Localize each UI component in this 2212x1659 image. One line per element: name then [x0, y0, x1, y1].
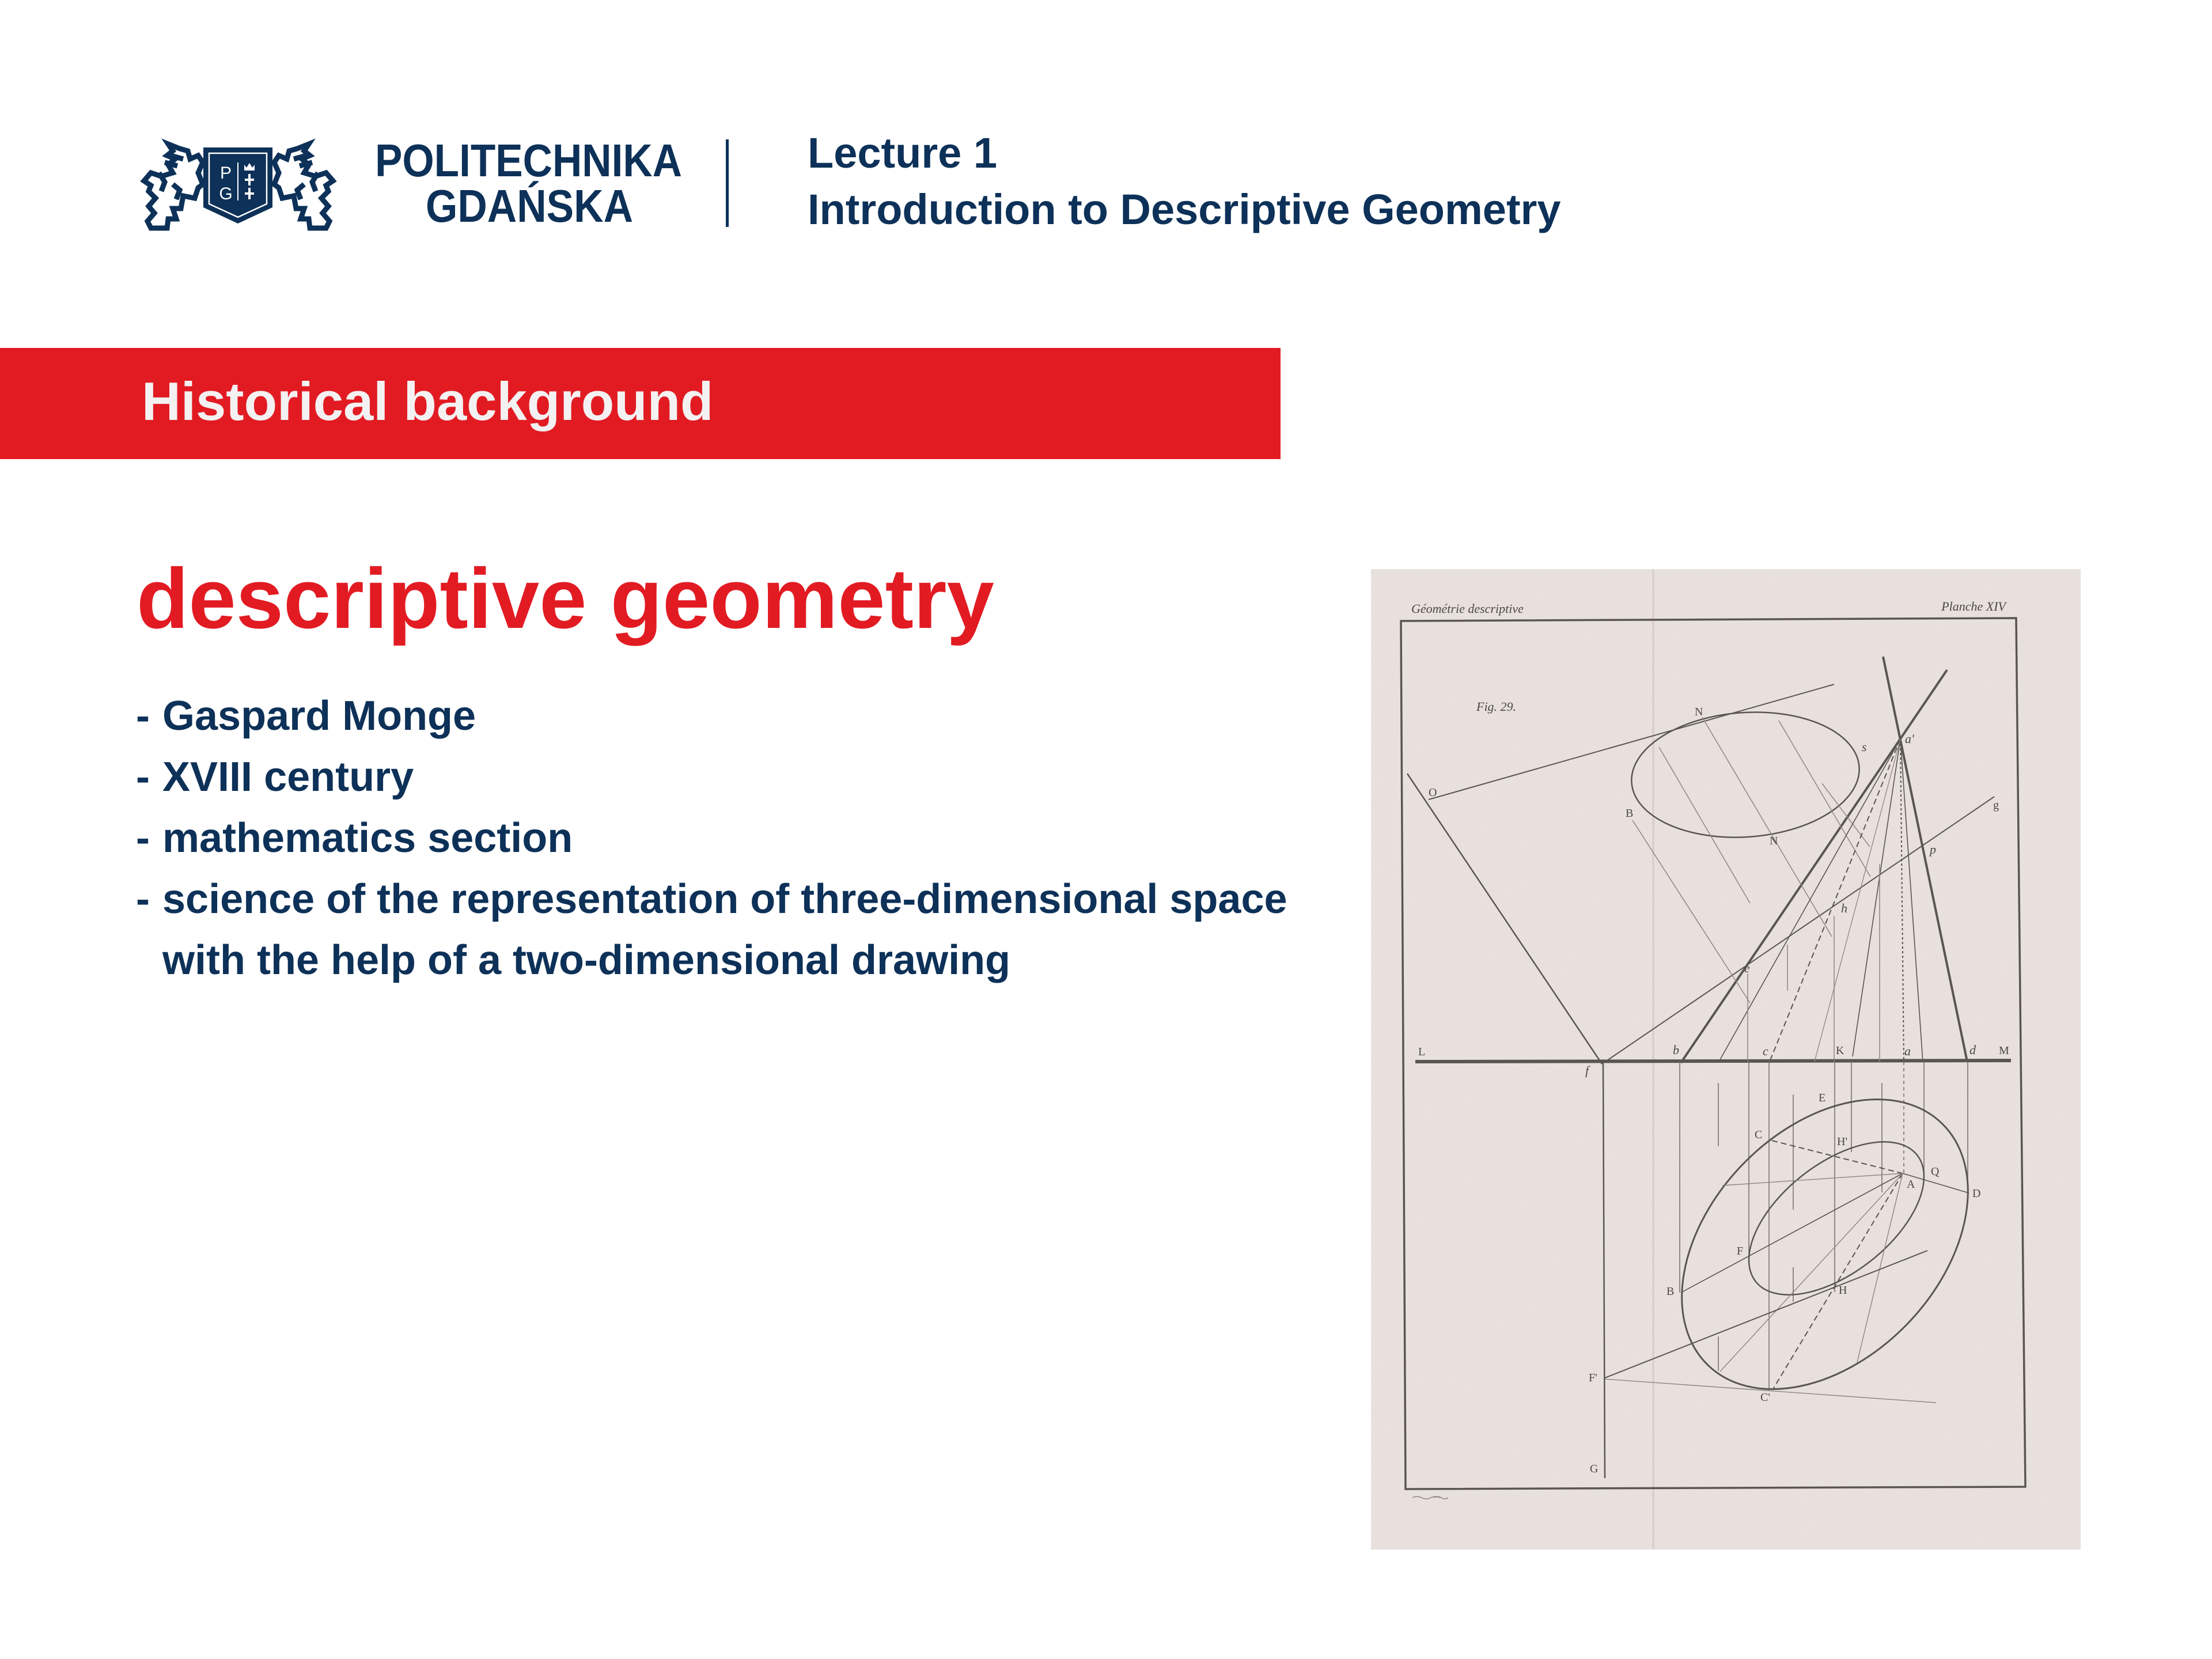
politechnika-gdanska-logo — [135, 136, 688, 234]
svg-text:C: C — [1755, 1128, 1763, 1141]
bullet-text: Gaspard Monge — [162, 693, 476, 739]
bullet-dash: - — [136, 815, 150, 861]
svg-text:s: s — [1862, 740, 1867, 754]
svg-text:c: c — [1763, 1044, 1768, 1058]
svg-text:G: G — [1590, 1463, 1599, 1475]
svg-text:a: a — [1904, 1044, 1911, 1058]
svg-text:d: d — [1969, 1043, 1976, 1057]
svg-text:F': F' — [1589, 1372, 1597, 1384]
bullet-dash: - — [136, 754, 150, 800]
svg-text:a': a' — [1905, 732, 1914, 746]
ground-line — [1415, 1060, 2011, 1062]
logo-text-politechnika: POLITECHNIKA — [375, 136, 682, 186]
svg-text:M: M — [1999, 1044, 2009, 1057]
svg-text:e: e — [1744, 961, 1750, 975]
plate-caption-left: Géométrie descriptive — [1411, 601, 1524, 616]
svg-text:B: B — [1626, 807, 1634, 820]
svg-text:N: N — [1770, 835, 1778, 847]
svg-text:F: F — [1737, 1245, 1744, 1257]
svg-text:P: P — [219, 164, 232, 183]
svg-text:Q: Q — [1931, 1165, 1940, 1178]
svg-text:C': C' — [1760, 1391, 1770, 1404]
bullet-text: mathematics section — [162, 815, 573, 861]
bullet-item — [136, 685, 1287, 747]
svg-text:b: b — [1673, 1043, 1679, 1057]
bullet-item — [136, 808, 1287, 869]
bullet-text-continuation: with the help of a two-dimensional drawing — [162, 937, 1011, 983]
svg-text:f: f — [1585, 1063, 1589, 1078]
plate-caption-right: Planche XIV — [1941, 599, 2006, 613]
svg-text:G: G — [219, 184, 233, 203]
svg-text:h: h — [1841, 901, 1847, 915]
slide-heading: descriptive geometry — [137, 551, 994, 646]
svg-text:D: D — [1972, 1187, 1981, 1200]
svg-text:p: p — [1930, 842, 1936, 857]
svg-text:g: g — [1993, 799, 1999, 812]
section-title: Historical background — [142, 371, 714, 431]
logo-text-gdanska: GDAŃSKA — [426, 180, 633, 232]
svg-text:H': H' — [1837, 1135, 1848, 1148]
svg-text:B: B — [1666, 1285, 1675, 1298]
svg-text:H: H — [1839, 1284, 1847, 1297]
figure-label: Fig. 29. — [1476, 699, 1517, 714]
svg-text:O: O — [1429, 786, 1437, 799]
bullet-text: science of the representation of three-dimensional space — [162, 876, 1287, 922]
bullet-text: XVIII century — [162, 754, 414, 800]
svg-text:A: A — [1907, 1178, 1915, 1191]
bullet-item — [136, 747, 1287, 808]
svg-text:N: N — [1695, 706, 1703, 718]
svg-text:L: L — [1418, 1046, 1426, 1058]
svg-text:K: K — [1836, 1044, 1844, 1057]
header-divider — [726, 139, 729, 227]
bullet-list — [136, 685, 1287, 991]
bullet-item — [136, 869, 1287, 991]
lecture-number: Lecture 1 — [808, 129, 998, 177]
bullet-dash: - — [136, 876, 150, 922]
bullet-dash: - — [136, 693, 150, 739]
lecture-title: Introduction to Descriptive Geometry — [808, 185, 1561, 233]
shield-icon — [203, 147, 272, 224]
svg-text:E: E — [1819, 1092, 1826, 1104]
monge-engraving-image — [1371, 569, 2081, 1550]
